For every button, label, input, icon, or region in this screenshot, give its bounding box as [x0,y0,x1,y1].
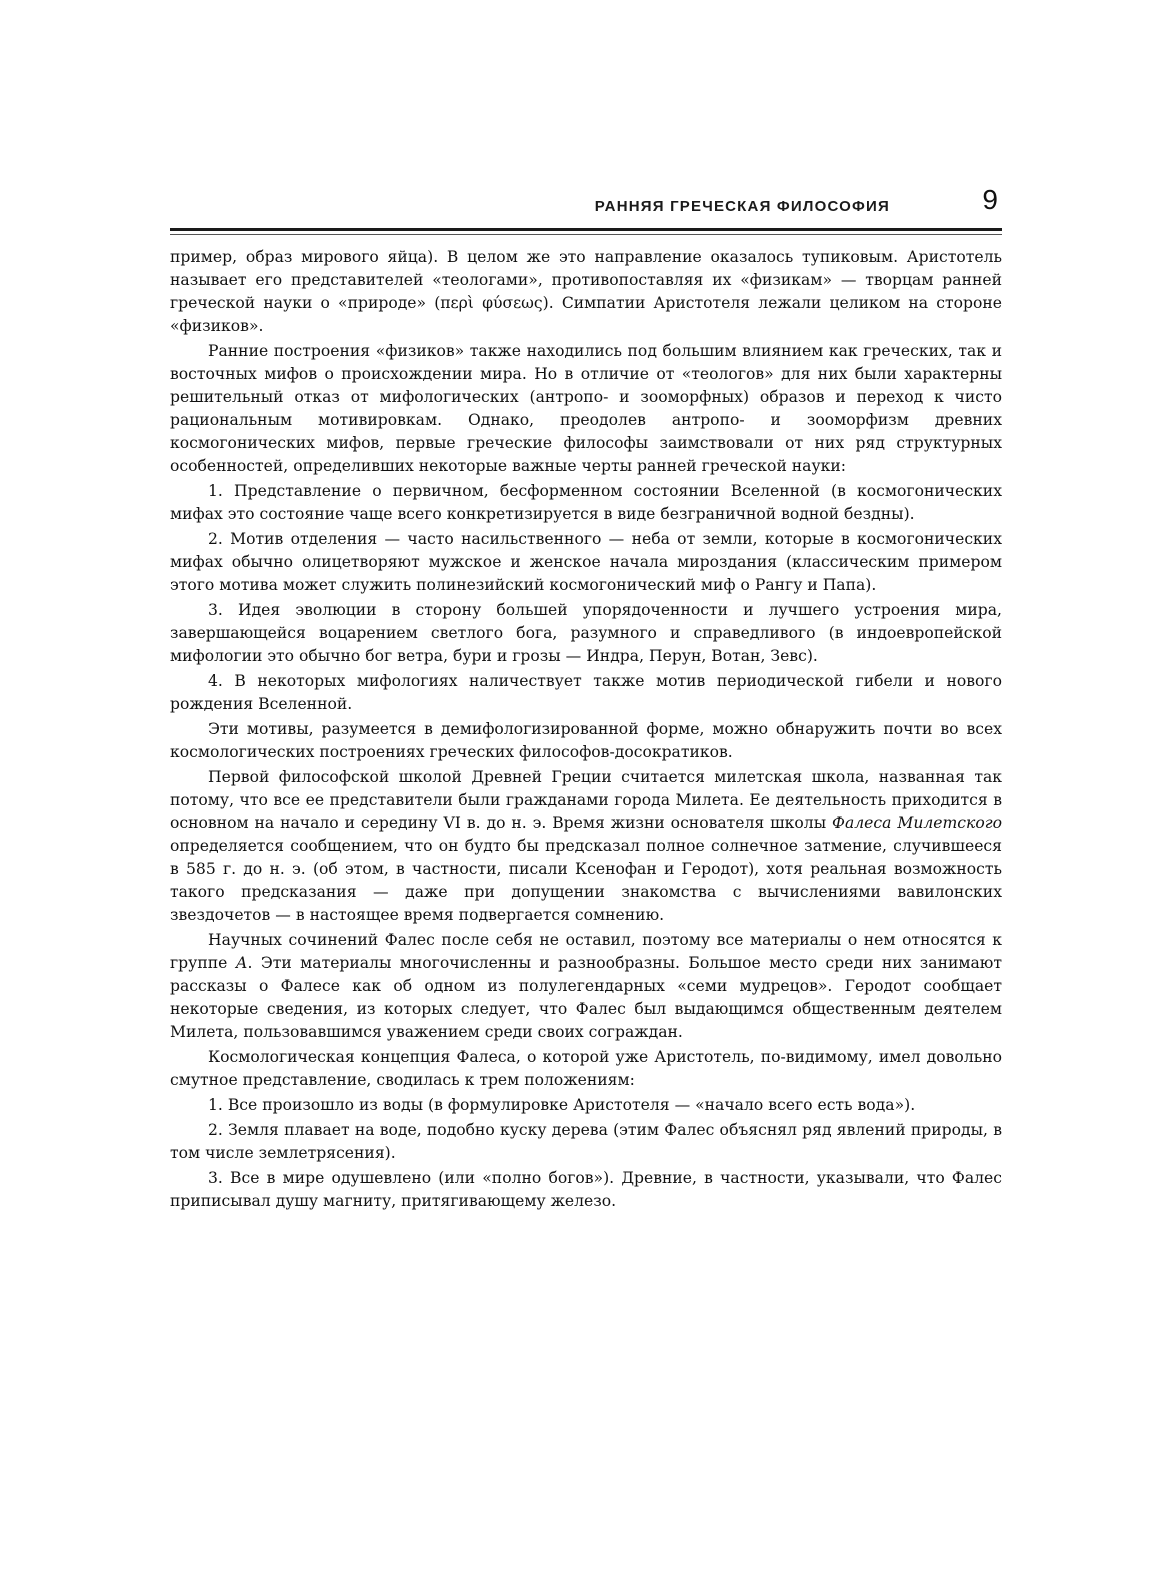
paragraph-motifs: Эти мотивы, разумеется в демифологизированной форме, можно обнаружить почти во всех космологических построениях греческих философов-досократиков. [170,720,1002,761]
thales-name: Фалеса Милетского [832,814,1003,832]
paragraph-physicists: Ранние построения «физиков» также находились под большим влиянием как греческих, так и восточных мифов о происхождении мира. Но в отличие от «теологов» для них были характерны решительный отказ от мифологических (антропо- и зооморфных) образов и переход к чисто рациональным мотивировкам. Однако, преодолев антропо- и зооморфизм древних космогонических мифов, первые греческие философы заимствовали от них ряд структурных особенностей, определивших некоторые важные черты ранней греческой науки: [170,342,1002,475]
materials-text-b: . Эти материалы многочисленны и разнообразны. Большое место среди них занимают рассказы о Фалесе как об одном из полулегендарных «семи мудрецов». Геродот сообщает некоторые сведения, из которых следует, что Фалес был выдающимся общественным деятелем Милета, пользовавшимся уважением среди своих сограждан. [170,954,1002,1041]
paragraph-thales-materials [170,929,1002,1044]
list-item-periodic-destruction: 4. В некоторых мифологиях наличествует также мотив периодической гибели и нового рождения Вселенной. [170,672,1002,713]
paragraph-cosmology: Космологическая концепция Фалеса, о которой уже Аристотель, по-видимому, имел довольно смутное представление, сводилась к трем положениям: [170,1048,1002,1089]
list-item-primordial-state: 1. Представление о первичном, бесформенном состоянии Вселенной (в космогонических мифах это состояние чаще всего конкретизируется в виде безграничной водной бездны). [170,482,1002,523]
list-item-evolution-idea: 3. Идея эволюции в сторону большей упорядоченности и лучшего устроения мира, завершающейся воцарением светлого бога, разумного и справедливого (в индоевропейской мифологии это обычно бог ветра, бури и грозы — Индра, Перун, Вотан, Зевс). [170,601,1002,665]
header-rule [170,228,1002,231]
list-item-earth-floats: 2. Земля плавает на воде, подобно куску дерева (этим Фалес объяснял ряд явлений природы, в том числе землетрясения). [170,1121,1002,1162]
body-text [170,246,1002,1215]
page-header [170,186,1002,222]
group-letter: А [235,954,248,972]
milesian-text-b: определяется сообщением, что он будто бы предсказал полное солнечное затмение, случившееся в 585 г. до н. э. (об этом, в частности, писали Ксенофан и Геродот), хотя реальная возможность такого предсказания — даже при допущении знакомства с вычислениями вавилонских звездочетов — в настоящее время подвергается сомнению. [170,837,1002,924]
running-title: РАННЯЯ ГРЕЧЕСКАЯ ФИЛОСОФИЯ [594,198,890,215]
materials-text-a: Научных сочинений Фалес после себя не оставил, поэтому все материалы о нем относятся к группе [170,931,1002,972]
list-item-animated-world: 3. Все в мире одушевлено (или «полно богов»). Древние, в частности, указывали, что Фалес приписывал душу магниту, притягивающему железо. [170,1169,1002,1210]
header-rule-thin [170,234,1002,235]
paragraph-continuation: пример, образ мирового яйца). В целом же это направление оказалось тупиковым. Аристотель называет его представителей «теологами», противопоставляя их «физикам» — творцам ранней греческой науки о «природе» (περὶ φύσεως). Симпатии Аристотеля лежали целиком на стороне «физиков». [170,248,1002,335]
list-item-water-origin: 1. Все произошло из воды (в формулировке Аристотеля — «начало всего есть вода»). [208,1096,916,1114]
list-item-separation-motif: 2. Мотив отделения — часто насильственного — неба от земли, которые в космогонических мифах обычно олицетворяют мужское и женское начала мироздания (классическим примером этого мотива может служить полинезийский космогонический миф о Рангу и Папа). [170,530,1002,594]
paragraph-milesian-school [170,766,1002,927]
page-number: 9 [982,184,998,215]
milesian-text-a: Первой философской школой Древней Греции считается милетская школа, названная так потому, что все ее представители были гражданами города Милета. Ее деятельность приходится в основном на начало и середину VI в. до н. э. Время жизни основателя школы [170,768,1002,832]
